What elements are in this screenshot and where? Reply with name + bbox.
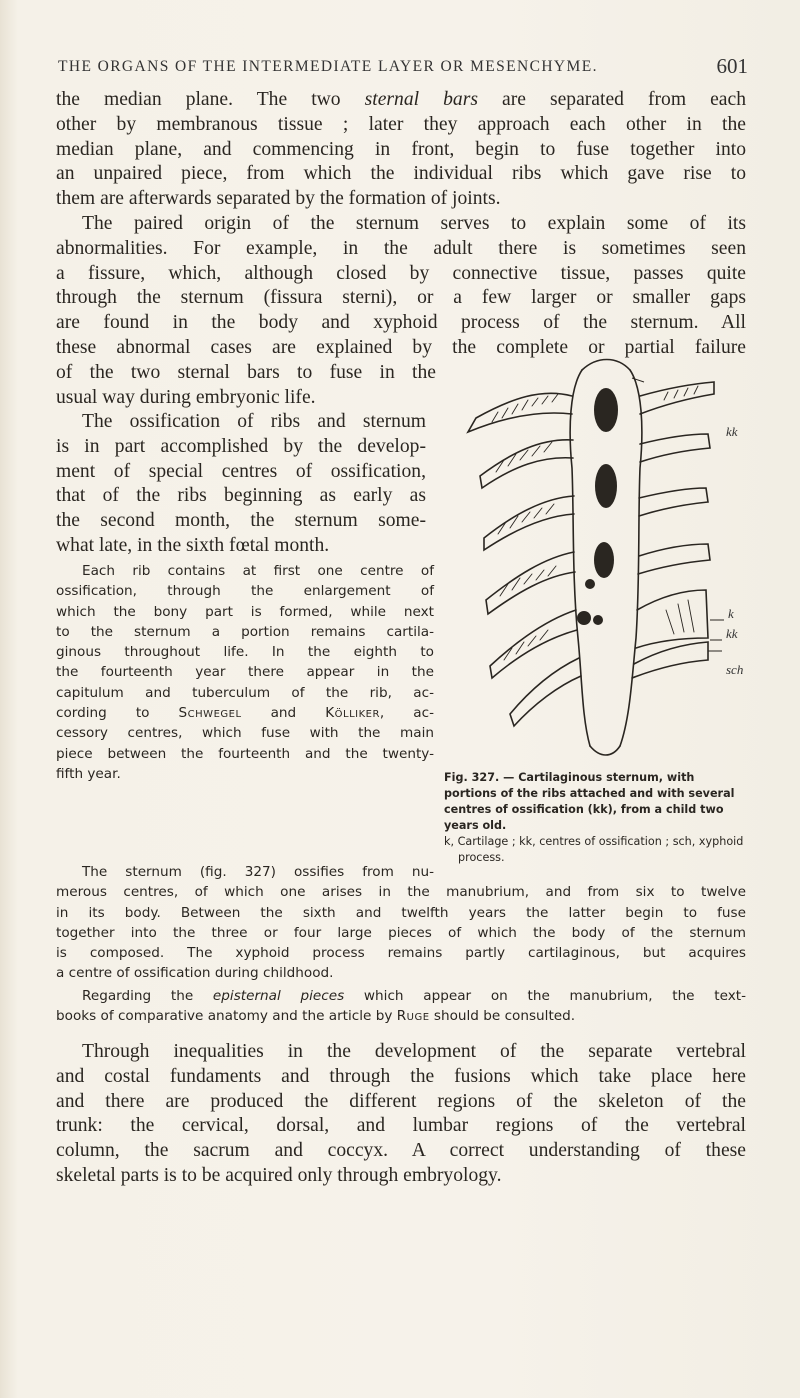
text-line: together into the three or four large pieces of which the body of the sternum xyxy=(56,924,746,941)
text-line: fifth year. xyxy=(56,765,121,782)
figure-label-k: k xyxy=(728,606,734,621)
text-line: is in part accomplished by the develop- xyxy=(56,435,426,457)
text-line: a fissure, which, although closed by connective tissue, passes quite xyxy=(56,262,746,284)
text-line: through the sternum (fissura sterni), or a few larger or smaller gaps xyxy=(56,287,746,309)
figure-label-kk: kk xyxy=(726,626,738,641)
text-line: is composed. The xyphoid process remains partly cartilaginous, but acquires xyxy=(56,945,746,962)
text-line: abnormalities. For example, in the adult there is sometimes seen xyxy=(56,237,746,259)
text-line: skeletal parts is to be acquired only through embryology. xyxy=(56,1164,502,1186)
caption-legend: k, Cartilage ; kk, centres of ossification ; sch, xyphoid process. xyxy=(444,835,744,864)
figure-label-kk-top: kk xyxy=(726,424,738,439)
figure-327-sternum-illustration xyxy=(432,348,758,768)
text-line: median plane, and commencing in front, begin to fuse together into xyxy=(56,138,746,160)
caption-title: Fig. 327. — Cartilaginous sternum, with portions of the ribs attached and with several centres of ossification (kk), from a child two years old. xyxy=(444,771,735,832)
running-header xyxy=(58,54,748,78)
small-paragraph-episternal xyxy=(56,986,746,1027)
text-line: capitulum and tuberculum of the rib, ac- xyxy=(56,684,434,701)
figure-caption xyxy=(444,770,744,866)
text-line: what late, in the sixth fœtal month. xyxy=(56,534,330,556)
text-line: Regarding the episternal pieces which appear on the manubrium, the text- xyxy=(82,988,747,1004)
text-line: which the bony part is formed, while next xyxy=(56,603,434,620)
text-line: these abnormal cases are explained by the complete or partial failure xyxy=(56,336,746,358)
text-line: merous centres, of which one arises in the manubrium, and from six to twelve xyxy=(56,884,746,901)
text-line: ment of special centres of ossification, xyxy=(56,460,426,482)
text-line: of the two sternal bars to fuse in the xyxy=(56,361,436,383)
text-line: cording to Schwegel and Kölliker, ac- xyxy=(56,705,435,722)
text-line: The paired origin of the sternum serves to explain some of its xyxy=(82,213,746,234)
text-line: an unpaired piece, from which the individual ribs which gave rise to xyxy=(56,163,746,185)
text-line: ossification, through the enlargement of xyxy=(56,583,434,600)
running-title: THE ORGANS OF THE INTERMEDIATE LAYER OR MESENCHYME. xyxy=(58,58,598,75)
text-line: the second month, the sternum some- xyxy=(56,510,426,532)
text-line: usual way during embryonic life. xyxy=(56,386,316,408)
text-line: Each rib contains at first one centre of xyxy=(82,563,434,579)
text-line: trunk: the cervical, dorsal, and lumbar regions of the vertebral xyxy=(56,1115,746,1137)
paragraph-1 xyxy=(56,88,746,212)
page-number: 601 xyxy=(716,54,748,78)
small-paragraph-sternum-ossification xyxy=(56,862,746,984)
text-line: and costal fundaments and through the fusions which take place here xyxy=(56,1065,746,1087)
text-line: piece between the fourteenth and the twenty- xyxy=(56,745,434,762)
text-line: to the sternum a portion remains cartila- xyxy=(56,623,434,640)
text-line: Through inequalities in the development of the separate vertebral xyxy=(82,1041,746,1062)
text-line: books of comparative anatomy and the article by Ruge should be consulted. xyxy=(56,1008,576,1025)
paragraph-4 xyxy=(56,1040,746,1189)
text-line: The ossification of ribs and sternum xyxy=(82,411,426,432)
text-line: in its body. Between the sixth and twelfth years the latter begin to fuse xyxy=(56,904,746,921)
text-line: The sternum (fig. 327) ossifies from nu- xyxy=(82,864,434,880)
text-line: ginous throughout life. In the eighth to xyxy=(56,644,434,661)
text-line: cessory centres, which fuse with the main xyxy=(56,725,434,742)
text-line: other by membranous tissue ; later they approach each other in the xyxy=(56,113,746,135)
figure-label-sch: sch xyxy=(726,662,744,677)
small-paragraph-ossification-ribs xyxy=(56,561,434,784)
text-line: that of the ribs beginning as early as xyxy=(56,485,426,507)
text-line: and there are produced the different regions of the skeleton of the xyxy=(56,1090,746,1112)
sternum-drawing xyxy=(432,348,758,768)
text-line: them are afterwards separated by the formation of joints. xyxy=(56,188,501,210)
text-line: are found in the body and xyphoid process of the sternum. All xyxy=(56,312,746,334)
text-line: a centre of ossification during childhood. xyxy=(56,965,334,982)
text-line: the fourteenth year there appear in the xyxy=(56,664,434,681)
text-line: column, the sacrum and coccyx. A correct understanding of these xyxy=(56,1140,746,1162)
text-line: the median plane. The two sternal bars are separated from each xyxy=(56,89,746,110)
paragraph-3 xyxy=(56,410,426,559)
